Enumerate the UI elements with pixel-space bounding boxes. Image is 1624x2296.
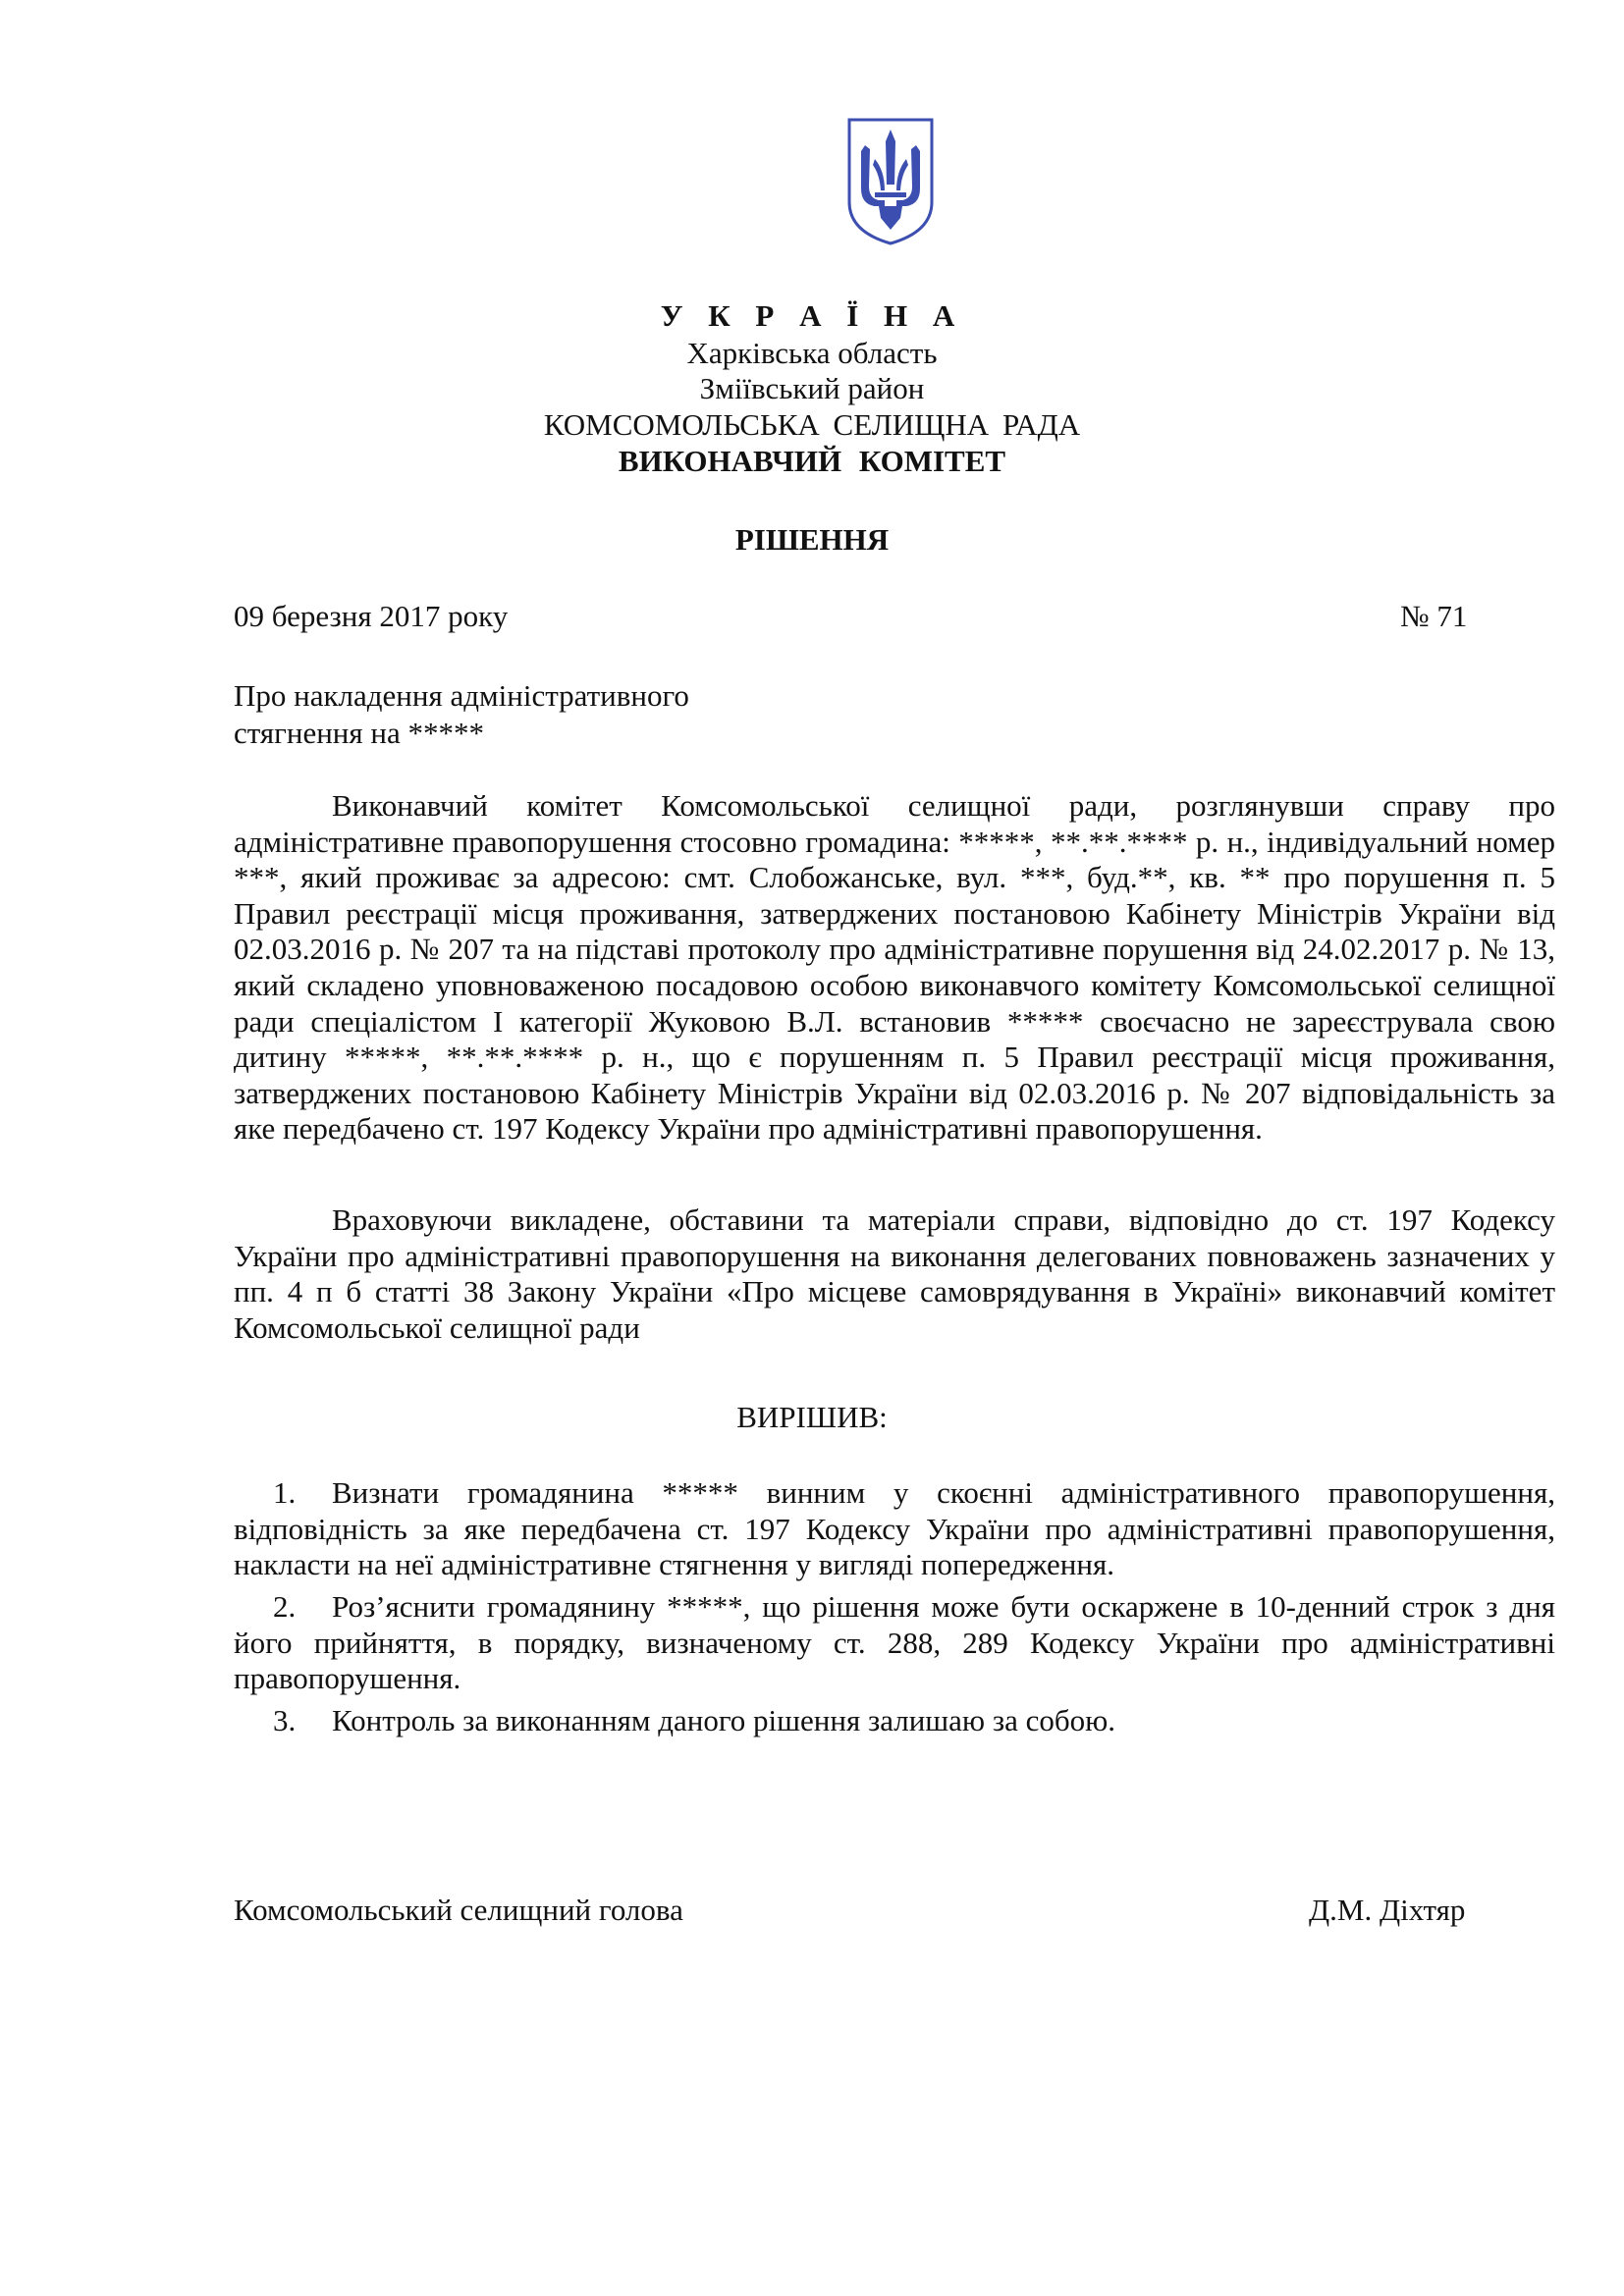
- decision-item-3: [234, 1703, 1555, 1739]
- decision-text: Визнати громадянина ***** винним у скоєнні адміністративного правопорушення, відповідність за яке передбачена ст. 197 Кодексу України про адміністративні правопорушення, накласти на неї адміністративне стягнення у вигляді попередження.: [234, 1475, 1555, 1582]
- committee-name: ВИКОНАВЧИЙ КОМІТЕТ: [618, 444, 1006, 478]
- decision-number: 3.: [273, 1703, 297, 1737]
- decision-item-1: [234, 1475, 1555, 1583]
- decision-number: 2.: [273, 1589, 297, 1624]
- body-paragraph-1: Виконавчий комітет Комсомольської селищної ради, розглянувши справу про адміністративне правопорушення стосовно громадина: *****, **.**.**** р. н., індивідуальний номер ***, який проживає за адресою: смт. Слобожанське, вул. ***, буд.**, кв. ** про порушення п. 5 Правил реєстрації місця проживання, затверджених постановою Кабінету Міністрів України від 02.03.2016 р. № 207 та на підставі протоколу про адміністративне порушення від 24.02.2017 р. № 13, який складено уповноваженою посадовою особою виконавчого комітету Комсомольської селищної ради спеціалістом І категорії Жуковою В.Л. встановив ***** своєчасно не зареєструвала свою дитину *****, **.**.**** р. н., що є порушенням п. 5 Правил реєстрації місця проживання, затверджених постановою Кабінету Міністрів України від 02.03.2016 р. № 207 відповідальність за яке передбачено ст. 197 Кодексу України про адміністративні правопорушення.: [234, 788, 1555, 1147]
- document-date: 09 березня 2017 року: [234, 599, 509, 633]
- signatory-position: Комсомольський селищний голова: [234, 1893, 683, 1927]
- district-name: Зміївський район: [699, 371, 925, 405]
- document-number: № 71: [1400, 599, 1468, 633]
- subject-line-1: Про накладення адміністративного: [234, 678, 689, 713]
- decision-text: Контроль за виконанням даного рішення залишаю за собою.: [332, 1703, 1116, 1737]
- trident-coat-of-arms-icon: [845, 116, 936, 247]
- document-type: РІШЕННЯ: [734, 522, 890, 557]
- decision-item-2: [234, 1589, 1555, 1697]
- decision-text: Роз’яснити громадянину *****, що рішення може бути оскаржене в 10-денний строк з дня його прийняття, в порядку, визначеному ст. 288, 289 Кодексу України про адміністративні правопорушення.: [234, 1589, 1555, 1696]
- subject-line-2: стягнення на *****: [234, 716, 485, 750]
- region-name: Харківська область: [686, 336, 938, 370]
- decision-number: 1.: [273, 1475, 297, 1510]
- signatory-name: Д.М. Діхтяр: [1309, 1893, 1466, 1927]
- resolved-heading: ВИРІШИВ:: [736, 1400, 888, 1434]
- body-paragraph-2: Враховуючи викладене, обставини та матеріали справи, відповідно до ст. 197 Кодексу України про адміністративні правопорушення на виконання делегованих повноважень зазначених у пп. 4 п б статті 38 Закону України «Про місцеве самоврядування в Україні» виконавчий комітет Комсомольської селищної ради: [234, 1202, 1555, 1345]
- country-name: У К Р А Ї Н А: [660, 298, 964, 333]
- council-name: КОМСОМОЛЬСЬКА СЕЛИЩНА РАДА: [543, 407, 1081, 442]
